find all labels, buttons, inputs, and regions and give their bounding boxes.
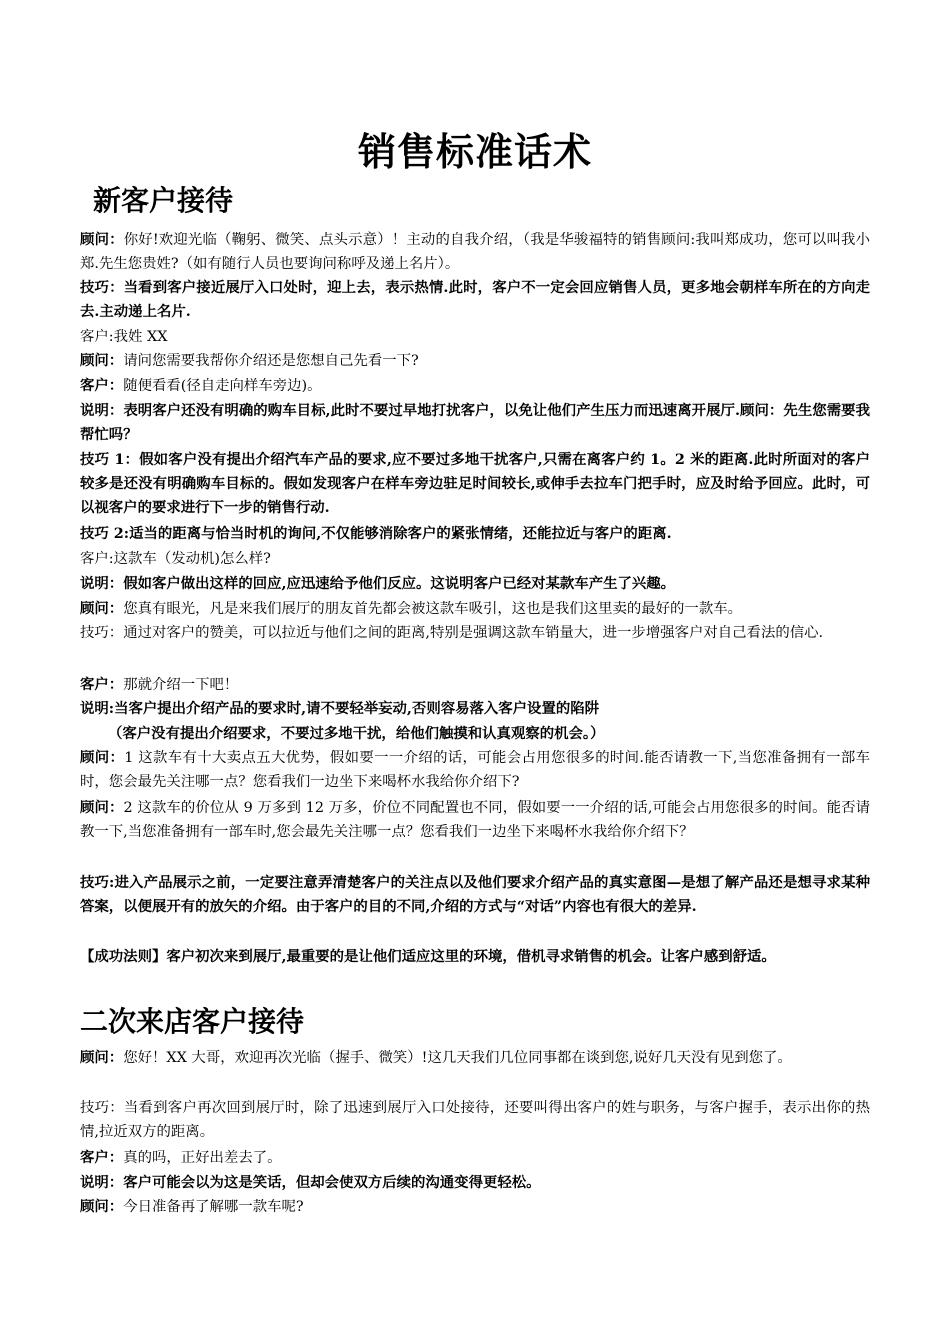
speaker-label: 技巧： xyxy=(80,279,124,296)
paragraph-text: 这款车（发动机)怎么样? xyxy=(113,551,271,567)
paragraph-text: 1 这款车有十大卖点五大优势，假如要一一介绍的话，可能会占用您很多的时间.能否请教一下,当您准备拥有一部车时，您会最先关注哪一点？您看我们一边坐下来喝杯水我给你介绍下? xyxy=(80,750,870,790)
paragraph-text: 假如客户没有提出介绍汽车产品的要求,应不要过多地干扰客户,只需在离客户约 1。2 米的距离.此时所面对的客户较多是还没有明确购车目标的。假如发现客户在样车旁边驻足时间较长,或伸手去拉车门把手时，应及时给予回应。此时，可以视客户的要求进行下一步的销售行动. xyxy=(80,451,870,516)
paragraph xyxy=(80,722,898,746)
speaker-label: 客户： xyxy=(80,377,124,394)
paragraph-text: 当客户提出介绍产品的要求时,请不要轻举妄动,否则容易落入客户设置的陷阱 xyxy=(114,700,600,717)
paragraph xyxy=(80,374,870,398)
paragraph-text: 2 这款车的价位从 9 万多到 12 万多，价位不同配置也不同，假如要一一介绍的话,可能会占用您很多的时间。能否请教一下,当您准备拥有一部车时,您会最先关注哪一点？您看我们一边坐下来喝杯水我给你介绍下？ xyxy=(80,800,870,840)
paragraph-text: 那就介绍一下吧！ xyxy=(123,677,239,693)
paragraph xyxy=(80,349,870,373)
speaker-label: 客户： xyxy=(80,1149,124,1166)
speaker-label: 顾问： xyxy=(80,799,124,816)
paragraph xyxy=(80,1146,870,1170)
section-heading-new-customer: 新客户接待 xyxy=(93,184,234,217)
speaker-label: 说明： xyxy=(80,575,124,592)
paragraph xyxy=(80,276,870,324)
speaker-label: 【成功法则】 xyxy=(80,948,167,965)
paragraph xyxy=(80,945,870,969)
paragraph-text: 您好！XX 大哥，欢迎再次光临（握手、微笑）!这几天我们几位同事都在谈到您,说好几天没有见到您了。 xyxy=(123,1050,792,1066)
paragraph-text: 您真有眼光，凡是来我们展厅的朋友首先都会被这款车吸引，这也是我们这里卖的最好的一款车。 xyxy=(123,601,742,617)
paragraph xyxy=(80,1171,870,1195)
paragraph-text: 我姓 XX xyxy=(113,329,168,345)
paragraph xyxy=(80,448,870,520)
speaker-label: 顾问： xyxy=(80,231,124,248)
speaker-label: 说明： xyxy=(80,402,124,419)
speaker-label: 客户: xyxy=(80,329,114,345)
speaker-label: 说明： xyxy=(80,1174,124,1191)
paragraph-text: 你好!欢迎光临（鞠躬、微笑、点头示意）！主动的自我介绍，（我是华骏福特的销售顾问:我叫郑成功，您可以叫我小郑.先生您贵姓?（如有随行人员也要询问称呼及递上名片）。 xyxy=(80,232,870,272)
speaker-label: 技巧： xyxy=(80,625,124,641)
speaker-label: 顾问： xyxy=(80,600,124,617)
paragraph xyxy=(80,547,870,571)
paragraph xyxy=(80,325,870,349)
paragraph-text: 客户可能会以为这是笑话，但却会使双方后续的沟通变得更轻松。 xyxy=(123,1174,541,1191)
paragraph xyxy=(80,399,870,447)
paragraph-text: 请问您需要我帮你介绍还是您想自己先看一下? xyxy=(123,353,419,369)
speaker-label: 技巧 2: xyxy=(80,525,130,542)
speaker-label: 顾问： xyxy=(80,1198,124,1215)
paragraph-text: 今日准备再了解哪一款车呢? xyxy=(123,1199,304,1215)
paragraph-text: 假如客户做出这样的回应,应迅速给予他们反应。这说明客户已经对某款车产生了兴趣。 xyxy=(123,575,676,592)
paragraph-text: 表明客户还没有明确的购车目标,此时不要过早地打扰客户，以免让他们产生压力而迅速离开展厅.顾问：先生您需要我帮忙吗？ xyxy=(80,402,870,443)
paragraph-text: 通过对客户的赞美，可以拉近与他们之间的距离,特别是强调这款车销量大，进一步增强客户对自己看法的信心. xyxy=(123,625,824,641)
paragraph xyxy=(80,1096,870,1144)
paragraph-text: 真的吗，正好出差去了。 xyxy=(123,1150,282,1166)
speaker-label: 说明: xyxy=(80,700,115,717)
speaker-label: 顾问： xyxy=(80,749,125,766)
paragraph xyxy=(80,796,870,844)
section-heading-returning-customer: 二次来店客户接待 xyxy=(80,1005,305,1038)
paragraph xyxy=(80,522,870,546)
paragraph xyxy=(80,871,870,919)
paragraph-text: 适当的距离与恰当时机的询问,不仅能够消除客户的紧张情绪，还能拉近与客户的距离. xyxy=(129,525,672,542)
paragraph-text: 进入产品展示之前，一定要注意弄清楚客户的关注点以及他们要求介绍产品的真实意图—是想了解产品还是想寻求某种答案，以便展开有的放矢的介绍。由于客户的目的不同,介绍的方式与“对话”内容也有很大的差异. xyxy=(80,874,870,915)
paragraph xyxy=(80,697,870,721)
speaker-label: 技巧: xyxy=(80,874,115,891)
paragraph xyxy=(80,673,870,697)
paragraph-text: 当看到客户接近展厅入口处时，迎上去，表示热情.此时，客户不一定会回应销售人员，更多地会朝样车所在的方向走去.主动递上名片. xyxy=(80,279,870,320)
paragraph xyxy=(80,572,870,596)
speaker-label: 客户: xyxy=(80,551,114,567)
speaker-label: 顾问： xyxy=(80,352,124,369)
speaker-label: 客户： xyxy=(80,676,124,693)
document-title: 销售标准话术 xyxy=(357,130,592,174)
paragraph xyxy=(80,621,870,645)
paragraph xyxy=(80,228,870,276)
speaker-label: 技巧 1： xyxy=(80,451,140,468)
paragraph xyxy=(80,746,870,794)
paragraph xyxy=(80,1046,870,1070)
paragraph-text: （客户没有提出介绍要求，不要过多地干扰，给他们触摸和认真观察的机会。） xyxy=(108,725,605,742)
speaker-label: 技巧： xyxy=(80,1100,124,1116)
paragraph-text: 当看到客户再次回到展厅时，除了迅速到展厅入口处接待，还要叫得出客户的姓与职务，与客户握手，表示出你的热情,拉近双方的距离。 xyxy=(80,1100,870,1140)
paragraph-text: 客户初次来到展厅,最重要的是让他们适应这里的环境，借机寻求销售的机会。让客户感到舒适。 xyxy=(166,948,776,965)
paragraph xyxy=(80,597,870,621)
paragraph-text: 随便看看(径自走向样车旁边)。 xyxy=(123,378,322,394)
speaker-label: 顾问： xyxy=(80,1049,124,1066)
paragraph xyxy=(80,1195,870,1219)
